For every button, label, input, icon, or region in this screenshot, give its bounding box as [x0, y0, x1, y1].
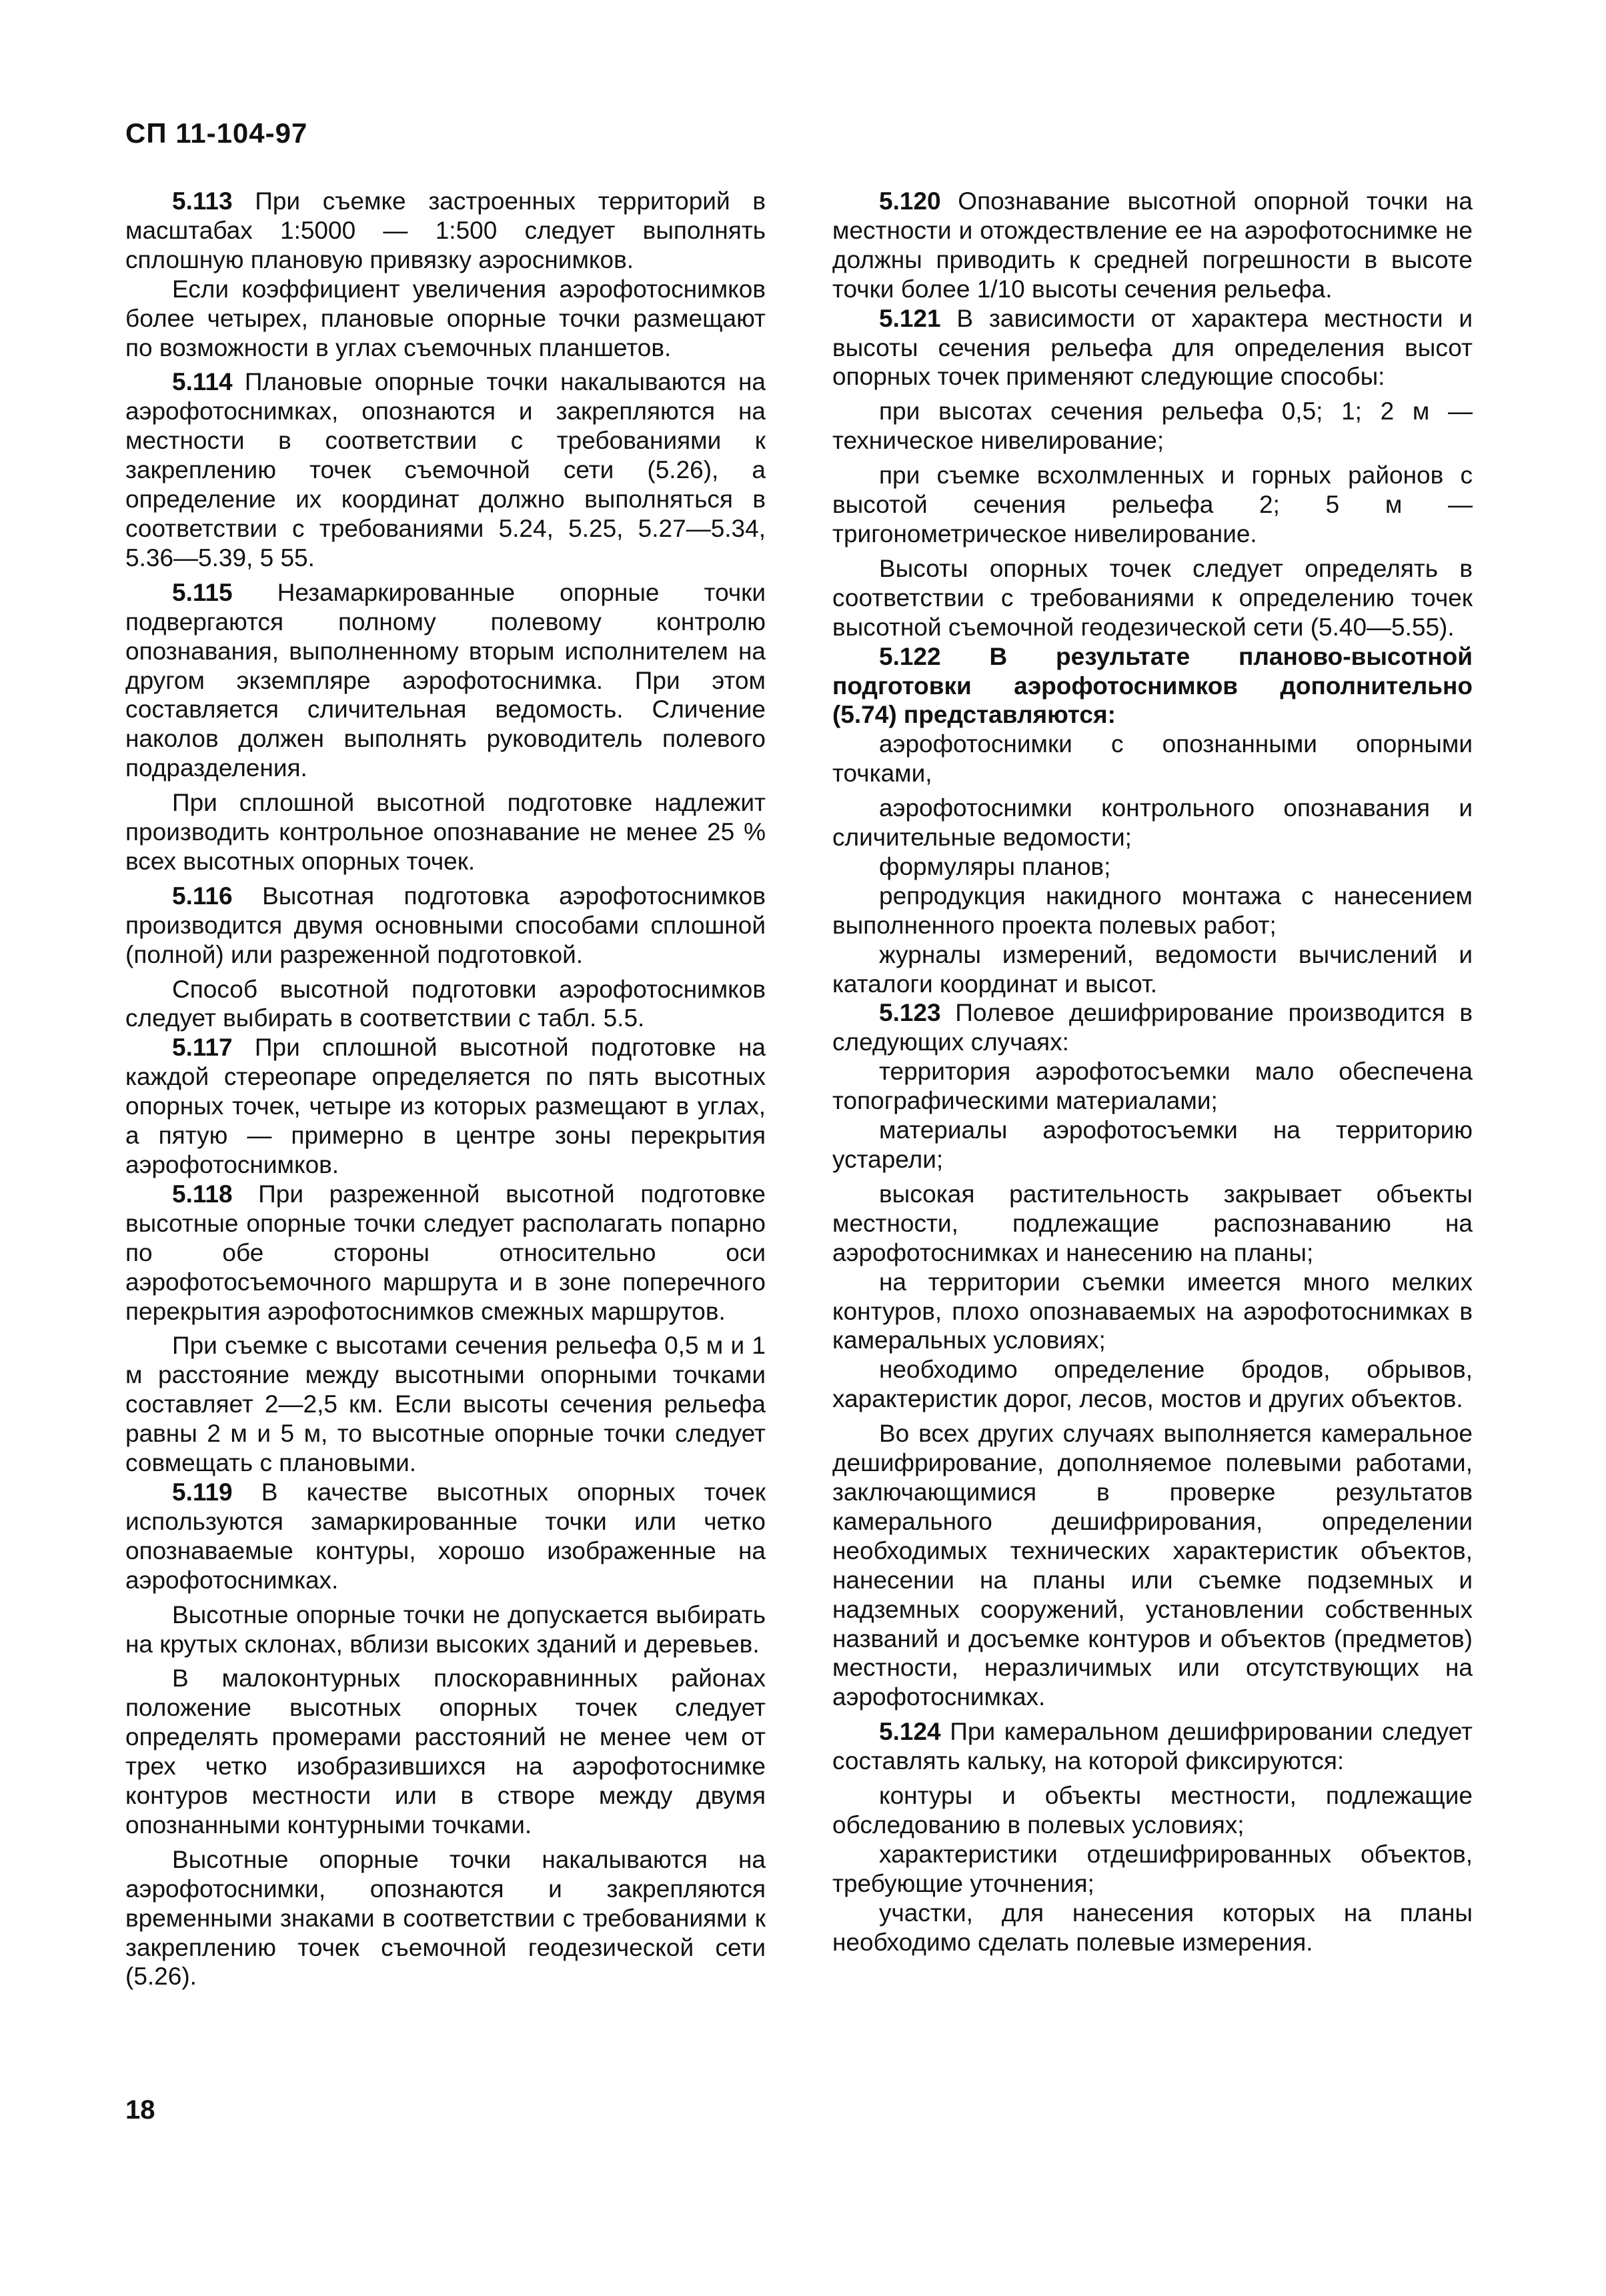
paragraph — [832, 187, 1473, 304]
clause-number: 5.118 — [172, 1180, 233, 1208]
page-number: 18 — [125, 2095, 155, 2125]
paragraph: необходимо определение бродов, обрывов, характеристик дорог, лесов, мостов и других объектов. — [832, 1356, 1473, 1413]
right-column — [832, 187, 1473, 1957]
paragraph-text: Высотная подготовка аэрофотоснимков производится двумя основными способами сплошной (полной) или разреженной подготовкой. — [125, 882, 766, 968]
paragraph: формуляры планов; — [879, 852, 1111, 880]
paragraph-text: Незамаркированные опорные точки подвергаются полному полевому контролю опознавания, выполненному вторым исполнителем на другом экземпляре аэрофотоснимка. При этом составляется сличительная ведомость. Сличение наколов должен выполнять руководитель полевого подразделения. — [125, 578, 766, 782]
paragraph-text: В зависимости от характера местности и высоты сечения рельефа для определения высот опорных точек применяют следующие способы: — [832, 304, 1473, 391]
paragraph: аэрофотоснимки контрольного опознавания и сличительные ведомости; — [832, 794, 1473, 852]
clause-number: 5.117 — [172, 1034, 233, 1062]
clause-number: 5.114 — [172, 368, 233, 396]
paragraph-text: Плановые опорные точки накалываются на аэрофотоснимках, опознаются и закрепляются на местности в соответствии с требованиями к закреплению точек съемочной сети (5.26), а определение их координат должно выполняться в соответствии с требованиями 5.24, 5.25, 5.27—5.34, 5.36—5.39, 5 55. — [125, 368, 766, 571]
paragraph-text: При съемке застроенных территорий в масштабах 1:5000 — 1:500 следует выполнять сплошную плановую привязку аэроснимков. — [125, 187, 766, 273]
clause-number: 5.115 — [172, 578, 233, 606]
paragraph: высокая растительность закрывает объекты местности, подлежащие распознаванию на аэрофотоснимках и нанесению на планы; — [832, 1180, 1473, 1266]
paragraph: при съемке всхолмленных и горных районов с высотой сечения рельефа 2; 5 м — тригонометрическое нивелирование. — [832, 461, 1473, 547]
paragraph-text: Опознавание высотной опорной точки на местности и отождествление ее на аэрофотоснимке не должны приводить к средней погрешности в высоте точки более 1/10 высоты сечения рельефа. — [832, 187, 1473, 303]
paragraph-text: При сплошной высотной подготовке на каждой стереопаре определяется по пять высотных опорных точек, четыре из которых размещают в углах, а пятую — примерно в центре зоны перекрытия аэрофотоснимков. — [125, 1034, 766, 1178]
paragraph: При съемке с высотами сечения рельефа 0,5 м и 1 м расстояние между высотными опорными точками составляет 2—2,5 км. Если высоты сечения рельефа равны 2 м и 5 м, то высотные опорные точки следует совмещать с плановыми. — [125, 1332, 766, 1477]
paragraph: журналы измерений, ведомости вычислений и каталоги координат и высот. — [832, 940, 1473, 998]
paragraph — [125, 1033, 766, 1180]
left-column — [125, 187, 766, 1991]
document-code: СП 11-104-97 — [125, 117, 308, 149]
clause-number: 5.116 — [172, 882, 233, 910]
paragraph: при высотах сечения рельефа 0,5; 1; 2 м — техническое нивелирование; — [832, 397, 1473, 455]
paragraph: Способ высотной подготовки аэрофотоснимков следует выбирать в соответствии с табл. 5.5. — [125, 975, 766, 1032]
paragraph: территория аэрофотосъемки мало обеспечена топографическими материалами; — [832, 1058, 1473, 1115]
clause-number: 5.113 — [172, 187, 233, 215]
paragraph — [125, 187, 766, 275]
clause-number: 5.119 — [172, 1478, 233, 1506]
paragraph: материалы аэрофотосъемки на территорию устарели; — [832, 1116, 1473, 1173]
paragraph-text: В результате планово-высотной подготовки аэрофотоснимков дополнительно (5.74) представляются: — [832, 642, 1473, 729]
paragraph-text: При камеральном дешифрировании следует составлять кальку, на которой фиксируются: — [832, 1718, 1473, 1775]
paragraph: характеристики отдешифрированных объектов, требующие уточнения; — [832, 1840, 1473, 1897]
clause-number: 5.121 — [879, 304, 941, 332]
paragraph: Высотные опорные точки накалываются на аэрофотоснимки, опознаются и закрепляются временными знаками в соответствии с требованиями к закреплению точек съемочной геодезической сети (5.26). — [125, 1845, 766, 1991]
paragraph — [832, 1717, 1473, 1776]
paragraph — [832, 304, 1473, 392]
clause-number: 5.122 — [879, 642, 941, 670]
paragraph — [125, 367, 766, 572]
paragraph: Если коэффициент увеличения аэрофотоснимков более четырех, плановые опорные точки размещают по возможности в углах съемочных планшетов. — [125, 275, 766, 361]
paragraph — [832, 998, 1473, 1057]
paragraph: При сплошной высотной подготовке надлежит производить контрольное опознавание не менее 25 % всех высотных опорных точек. — [125, 789, 766, 875]
paragraph — [125, 1180, 766, 1326]
paragraph-text: При разреженной высотной подготовке высотные опорные точки следует располагать попарно по обе стороны относительно оси аэрофотосъемочного маршрута и в зоне поперечного перекрытия аэрофотоснимков смежных маршрутов. — [125, 1180, 766, 1325]
paragraph: В малоконтурных плоскоравнинных районах положение высотных опорных точек следует определять промерами расстояний не менее чем от трех четко изобразившихся на аэрофотоснимке контуров местности или в створе между двумя опознанными контурными точками. — [125, 1664, 766, 1839]
paragraph: аэрофотоснимки с опознанными опорными точками, — [832, 730, 1473, 788]
paragraph-text: Полевое дешифрирование производится в следующих случаях: — [832, 999, 1473, 1056]
paragraph: репродукция накидного монтажа с нанесением выполненного проекта полевых работ; — [832, 882, 1473, 939]
paragraph: Высотные опорные точки не допускается выбирать на крутых склонах, вблизи высоких зданий и деревьев. — [125, 1600, 766, 1658]
paragraph — [125, 882, 766, 970]
paragraph — [125, 578, 766, 783]
paragraph — [125, 1478, 766, 1595]
paragraph: участки, для нанесения которых на планы необходимо сделать полевые измерения. — [832, 1899, 1473, 1956]
paragraph-text: В качестве высотных опорных точек используются замаркированные точки или четко опознаваемые контуры, хорошо изображенные на аэрофотоснимках. — [125, 1478, 766, 1594]
paragraph: контуры и объекты местности, подлежащие обследованию в полевых условиях; — [832, 1782, 1473, 1839]
paragraph: Высоты опорных точек следует определять в соответствии с требованиями к определению точек высотной съемочной геодезической сети (5.40—5.55). — [832, 554, 1473, 641]
clause-number: 5.124 — [879, 1718, 941, 1746]
clause-number: 5.120 — [879, 187, 941, 215]
paragraph: Во всех других случаях выполняется камеральное дешифрирование, дополняемое полевыми работами, заключающимися в проверке результатов камерального дешифрирования, определении необходимых технических характеристик объектов, нанесении на планы или съемке подземных и надземных сооружений, установлении собственных названий и досъемке контуров и объектов (предметов) местности, неразличимых или отсутствующих на аэрофотоснимках. — [832, 1420, 1473, 1711]
clause-number: 5.123 — [879, 999, 941, 1027]
paragraph — [832, 642, 1473, 730]
paragraph: на территории съемки имеется много мелких контуров, плохо опознаваемых на аэрофотоснимках в камеральных условиях; — [832, 1268, 1473, 1354]
